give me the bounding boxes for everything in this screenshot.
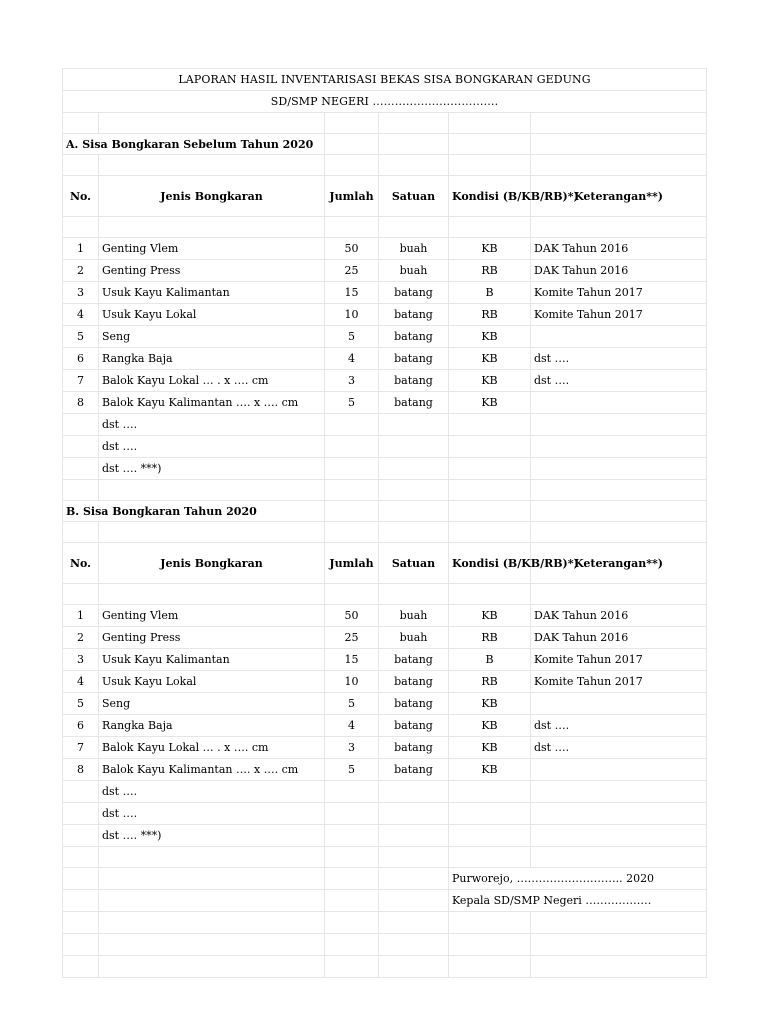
table-row	[63, 392, 707, 414]
cell-kondisi: KB	[449, 326, 531, 348]
report-subtitle: SD/SMP NEGERI …………………………….	[63, 91, 707, 113]
cell-kondisi: KB	[449, 693, 531, 715]
cell-jenis: dst …. ***)	[99, 825, 325, 847]
table-row	[63, 304, 707, 326]
cell-kondisi: KB	[449, 737, 531, 759]
cell-jenis: dst ….	[99, 414, 325, 436]
table-row	[63, 282, 707, 304]
cell-keterangan	[531, 326, 707, 348]
table-b-body	[63, 605, 707, 847]
cell-jumlah: 5	[325, 392, 379, 414]
cell-satuan	[379, 436, 449, 458]
cell-no: 4	[63, 671, 99, 693]
table-row	[63, 326, 707, 348]
cell-satuan: batang	[379, 737, 449, 759]
cell-no: 1	[63, 238, 99, 260]
cell-satuan: buah	[379, 238, 449, 260]
cell-kondisi: KB	[449, 370, 531, 392]
cell-kondisi: KB	[449, 605, 531, 627]
cell-kondisi: KB	[449, 348, 531, 370]
cell-kondisi: B	[449, 282, 531, 304]
cell-jumlah	[325, 803, 379, 825]
table-b-spacer	[63, 584, 707, 605]
table-a-spacer	[63, 217, 707, 238]
header-jenis: Jenis Bongkaran	[99, 176, 325, 217]
table-row	[63, 671, 707, 693]
cell-jenis: dst ….	[99, 803, 325, 825]
header-keterangan: Keterangan**)	[531, 176, 707, 217]
cell-kondisi	[449, 825, 531, 847]
cell-no: 7	[63, 737, 99, 759]
cell-jumlah: 10	[325, 671, 379, 693]
cell-keterangan	[531, 825, 707, 847]
cell-jenis: dst ….	[99, 436, 325, 458]
cell-jumlah: 15	[325, 649, 379, 671]
cell-jenis: Usuk Kayu Kalimantan	[99, 282, 325, 304]
cell-satuan: batang	[379, 304, 449, 326]
cell-satuan	[379, 803, 449, 825]
cell-no: 1	[63, 605, 99, 627]
spreadsheet	[62, 68, 706, 978]
cell-jenis: Genting Press	[99, 627, 325, 649]
cell-jenis: dst ….	[99, 781, 325, 803]
cell-keterangan	[531, 803, 707, 825]
table-a-header	[63, 176, 707, 217]
cell-keterangan	[531, 392, 707, 414]
cell-jenis: Seng	[99, 693, 325, 715]
cell-satuan	[379, 825, 449, 847]
cell-kondisi: KB	[449, 392, 531, 414]
cell-jumlah	[325, 414, 379, 436]
cell-jumlah: 10	[325, 304, 379, 326]
cell-kondisi	[449, 414, 531, 436]
cell-no	[63, 825, 99, 847]
cell-satuan: batang	[379, 348, 449, 370]
header-no: No.	[63, 176, 99, 217]
cell-keterangan	[531, 693, 707, 715]
cell-keterangan: DAK Tahun 2016	[531, 627, 707, 649]
cell-jumlah: 4	[325, 348, 379, 370]
cell-jenis: Rangka Baja	[99, 348, 325, 370]
cell-satuan: buah	[379, 605, 449, 627]
cell-jumlah: 4	[325, 715, 379, 737]
header-satuan: Satuan	[379, 176, 449, 217]
table-row	[63, 803, 707, 825]
cell-jenis: Balok Kayu Lokal … . x …. cm	[99, 737, 325, 759]
cell-kondisi	[449, 436, 531, 458]
header-jumlah: Jumlah	[325, 176, 379, 217]
cell-keterangan: Komite Tahun 2017	[531, 671, 707, 693]
cell-keterangan: Komite Tahun 2017	[531, 282, 707, 304]
cell-kondisi	[449, 458, 531, 480]
cell-no: 3	[63, 282, 99, 304]
table-row	[63, 737, 707, 759]
cell-jumlah: 25	[325, 260, 379, 282]
cell-jumlah: 5	[325, 326, 379, 348]
signature-position: Kepala SD/SMP Negeri ………………	[449, 890, 707, 912]
cell-no: 7	[63, 370, 99, 392]
report-title: LAPORAN HASIL INVENTARISASI BEKAS SISA BONGKARAN GEDUNG	[63, 69, 707, 91]
cell-jenis: Usuk Kayu Lokal	[99, 671, 325, 693]
cell-jenis: Usuk Kayu Lokal	[99, 304, 325, 326]
cell-kondisi: RB	[449, 627, 531, 649]
header-no: No.	[63, 543, 99, 584]
cell-jumlah: 5	[325, 693, 379, 715]
table-row	[63, 693, 707, 715]
header-kondisi: Kondisi (B/KB/RB)*)	[449, 543, 531, 584]
header-jenis: Jenis Bongkaran	[99, 543, 325, 584]
cell-kondisi: KB	[449, 238, 531, 260]
cell-kondisi: RB	[449, 304, 531, 326]
cell-no: 4	[63, 304, 99, 326]
cell-keterangan: dst ….	[531, 715, 707, 737]
cell-kondisi: RB	[449, 260, 531, 282]
cell-satuan: batang	[379, 370, 449, 392]
cell-jenis: Genting Vlem	[99, 605, 325, 627]
cell-satuan	[379, 781, 449, 803]
cell-keterangan: Komite Tahun 2017	[531, 649, 707, 671]
section-b-title: B. Sisa Bongkaran Tahun 2020	[63, 501, 325, 522]
table-row	[63, 458, 707, 480]
cell-kondisi	[449, 803, 531, 825]
cell-no	[63, 414, 99, 436]
cell-jenis: Usuk Kayu Kalimantan	[99, 649, 325, 671]
cell-jumlah: 50	[325, 238, 379, 260]
cell-kondisi: KB	[449, 715, 531, 737]
table-row	[63, 649, 707, 671]
table-row	[63, 715, 707, 737]
cell-jenis: Genting Press	[99, 260, 325, 282]
cell-jumlah	[325, 458, 379, 480]
cell-no: 6	[63, 715, 99, 737]
cell-keterangan	[531, 436, 707, 458]
table-row	[63, 260, 707, 282]
table-row	[63, 370, 707, 392]
table-row	[63, 825, 707, 847]
table-row	[63, 348, 707, 370]
cell-jumlah: 5	[325, 759, 379, 781]
header-jumlah: Jumlah	[325, 543, 379, 584]
cell-jumlah	[325, 781, 379, 803]
cell-no: 6	[63, 348, 99, 370]
cell-jenis: Balok Kayu Kalimantan …. x …. cm	[99, 392, 325, 414]
cell-no	[63, 436, 99, 458]
cell-keterangan: dst ….	[531, 737, 707, 759]
cell-satuan: batang	[379, 715, 449, 737]
cell-jenis: Seng	[99, 326, 325, 348]
cell-satuan: batang	[379, 759, 449, 781]
table-row	[63, 238, 707, 260]
cell-no: 3	[63, 649, 99, 671]
cell-kondisi: KB	[449, 759, 531, 781]
cell-jumlah: 25	[325, 627, 379, 649]
table-row	[63, 627, 707, 649]
cell-no: 5	[63, 326, 99, 348]
cell-jumlah	[325, 436, 379, 458]
cell-jumlah: 3	[325, 370, 379, 392]
cell-no: 8	[63, 759, 99, 781]
signature-place-date: Purworejo, ……………………….. 2020	[449, 868, 707, 890]
cell-jumlah: 50	[325, 605, 379, 627]
table-row	[63, 436, 707, 458]
cell-satuan: batang	[379, 649, 449, 671]
cell-keterangan: dst ….	[531, 370, 707, 392]
cell-satuan	[379, 414, 449, 436]
table-row	[63, 759, 707, 781]
cell-satuan: batang	[379, 326, 449, 348]
cell-keterangan: Komite Tahun 2017	[531, 304, 707, 326]
header-kondisi: Kondisi (B/KB/RB)*)	[449, 176, 531, 217]
cell-satuan: batang	[379, 693, 449, 715]
cell-no	[63, 781, 99, 803]
cell-jenis: Genting Vlem	[99, 238, 325, 260]
cell-keterangan	[531, 781, 707, 803]
table-b-header	[63, 543, 707, 584]
table-row	[63, 414, 707, 436]
cell-keterangan	[531, 458, 707, 480]
table-b	[63, 543, 707, 605]
cell-kondisi: RB	[449, 671, 531, 693]
table-row	[63, 605, 707, 627]
cell-no	[63, 803, 99, 825]
cell-no: 5	[63, 693, 99, 715]
cell-kondisi: B	[449, 649, 531, 671]
cell-keterangan	[531, 414, 707, 436]
cell-kondisi	[449, 781, 531, 803]
table-row	[63, 781, 707, 803]
cell-satuan: buah	[379, 260, 449, 282]
header-keterangan: Keterangan**)	[531, 543, 707, 584]
inventory-sheet	[62, 68, 707, 978]
table-a	[63, 176, 707, 238]
cell-jumlah: 15	[325, 282, 379, 304]
cell-no	[63, 458, 99, 480]
cell-jumlah: 3	[325, 737, 379, 759]
cell-no: 2	[63, 627, 99, 649]
cell-satuan: batang	[379, 392, 449, 414]
cell-jenis: Rangka Baja	[99, 715, 325, 737]
cell-keterangan	[531, 759, 707, 781]
cell-keterangan: DAK Tahun 2016	[531, 238, 707, 260]
table-a-body	[63, 238, 707, 480]
cell-satuan: batang	[379, 282, 449, 304]
cell-keterangan: DAK Tahun 2016	[531, 260, 707, 282]
cell-jenis: Balok Kayu Lokal … . x …. cm	[99, 370, 325, 392]
cell-no: 8	[63, 392, 99, 414]
section-a-title: A. Sisa Bongkaran Sebelum Tahun 2020	[63, 134, 325, 155]
cell-keterangan: dst ….	[531, 348, 707, 370]
header-satuan: Satuan	[379, 543, 449, 584]
cell-satuan	[379, 458, 449, 480]
cell-satuan: buah	[379, 627, 449, 649]
cell-no: 2	[63, 260, 99, 282]
cell-jumlah	[325, 825, 379, 847]
cell-jenis: dst …. ***)	[99, 458, 325, 480]
cell-satuan: batang	[379, 671, 449, 693]
cell-keterangan: DAK Tahun 2016	[531, 605, 707, 627]
cell-jenis: Balok Kayu Kalimantan …. x …. cm	[99, 759, 325, 781]
